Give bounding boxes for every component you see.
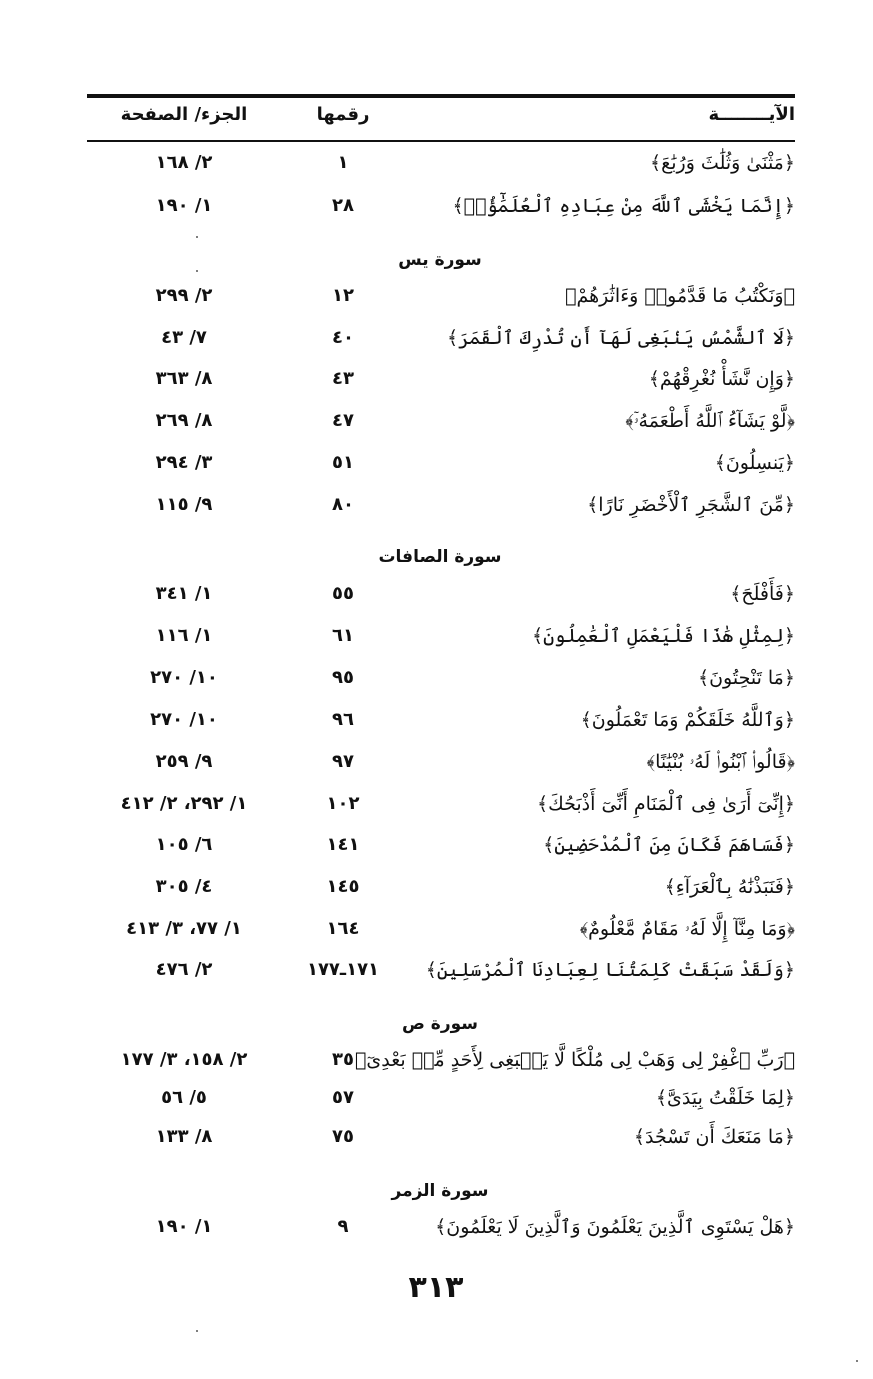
ayah-number: ٩٧: [332, 751, 354, 772]
table-row: [0, 1210, 873, 1244]
juz-page-ref: ٨/ ٣٦٣: [155, 368, 213, 389]
ayah-number: ٩٦: [332, 709, 354, 730]
ayah-text: ﴿وَنَكْتُبُ مَا قَدَّمُوا۟ وَءَاثَٰرَهُمْ﴾: [565, 285, 795, 307]
top-rule: [87, 94, 795, 98]
ayah-text: ﴿مِّنَ ٱلشَّجَرِ ٱلْأَخْضَرِ نَارًا﴾: [587, 494, 795, 516]
juz-page-ref: ١/ ٢٩٢، ٢/ ٤١٢: [120, 793, 248, 814]
surah-heading: سورة ص: [402, 1014, 478, 1034]
table-row: [0, 1120, 873, 1154]
juz-page-ref: ٩/ ٢٥٩: [155, 751, 213, 772]
table-row: [0, 146, 873, 180]
ayah-text: ﴿إِنَّمَا يَخْشَى ٱللَّهَ مِنْ عِبَادِهِ ٱلْعُلَمَٰٓؤُا۟﴾: [452, 195, 795, 217]
ayah-number: ٨٠: [332, 494, 354, 515]
ayah-text: ﴿يَنسِلُونَ﴾: [714, 452, 795, 474]
ayah-text: ﴿رَبِّ ٱغْفِرْ لِى وَهَبْ لِى مُلْكًا لَّا يَنۢبَغِى لِأَحَدٍ مِّنۢ بَعْدِىٓ﴾: [354, 1049, 795, 1071]
table-row: [0, 488, 873, 522]
juz-page-ref: ٩/ ١١٥: [155, 494, 213, 515]
ayah-number: ٥٥: [332, 583, 354, 604]
ayah-text: ﴿هَلْ يَسْتَوِى ٱلَّذِينَ يَعْلَمُونَ وَٱلَّذِينَ لَا يَعْلَمُونَ﴾: [435, 1216, 795, 1238]
table-row: [0, 703, 873, 737]
scan-speck: [856, 1360, 858, 1362]
juz-page-ref: ١/ ٧٧، ٣/ ٤١٣: [126, 918, 242, 939]
table-row: [0, 787, 873, 821]
ayah-text: ﴿لَا ٱلشَّمْسُ يَنۢبَغِى لَهَآ أَن تُدْرِكَ ٱلْقَمَرَ﴾: [447, 327, 795, 349]
table-row: [0, 189, 873, 223]
ayah-number: ٥٧: [332, 1087, 354, 1108]
scan-speck: [196, 270, 198, 272]
juz-page-ref: ٥/ ٥٦: [161, 1087, 207, 1108]
header-ayah: الآيــــــــة: [708, 104, 795, 125]
ayah-number: ٤٧: [332, 410, 354, 431]
table-row: [0, 619, 873, 653]
table-row: [0, 446, 873, 480]
juz-page-ref: ١/ ١١٦: [155, 625, 213, 646]
table-row: [0, 870, 873, 904]
ayah-number: ١٠٢: [326, 793, 360, 814]
juz-page-ref: ٨/ ١٣٣: [155, 1126, 213, 1147]
ayah-number: ٧٥: [332, 1126, 354, 1147]
ayah-text: ﴿وَلَقَدْ سَبَقَتْ كَلِمَتُنَا لِعِبَادِنَا ٱلْمُرْسَلِينَ﴾: [425, 959, 795, 981]
ayah-text: ﴿لِمِثْلِ هَٰذَا فَلْيَعْمَلِ ٱلْعَٰمِلُونَ﴾: [531, 625, 795, 647]
table-row: [0, 279, 873, 313]
header-number: رقمها: [316, 104, 370, 125]
ayah-text: ﴿مَا مَنَعَكَ أَن تَسْجُدَ﴾: [633, 1126, 795, 1148]
ayah-text: ﴿إِنِّىٓ أَرَىٰ فِى ٱلْمَنَامِ أَنِّىٓ أَذْبَحُكَ﴾: [536, 793, 795, 815]
ayah-text: ﴿فَأَفْلَحَ﴾: [730, 583, 795, 605]
table-row: [0, 953, 873, 987]
table-row: [0, 912, 873, 946]
table-row: [0, 404, 873, 438]
ayah-number: ٣٥: [332, 1049, 354, 1070]
table-row: [0, 321, 873, 355]
juz-page-ref: ٢/ ١٥٨، ٣/ ١٧٧: [120, 1049, 248, 1070]
juz-page-ref: ٨/ ٢٦٩: [155, 410, 213, 431]
ayah-text: ﴿لِمَا خَلَقْتُ بِيَدَىَّ﴾: [655, 1087, 795, 1109]
ayah-number: ٩٥: [332, 667, 354, 688]
ayah-text: ﴿مَثْنَىٰ وَثُلَٰثَ وَرُبَٰعَ﴾: [650, 152, 795, 174]
ayah-number: ٩: [337, 1216, 349, 1237]
juz-page-ref: ٧/ ٤٣: [161, 327, 207, 348]
table-row: [0, 661, 873, 695]
juz-page-ref: ١/ ١٩٠: [155, 1216, 213, 1237]
table-row: [0, 362, 873, 396]
surah-heading: سورة يس: [398, 250, 482, 270]
ayah-number: ١٤٥: [326, 876, 360, 897]
ayah-number: ١٧١ـ١٧٧: [306, 959, 380, 980]
table-row: [0, 1081, 873, 1115]
juz-page-ref: ٣/ ٢٩٤: [155, 452, 213, 473]
ayah-text: ﴿وَإِن نَّشَأْ نُغْرِقْهُمْ﴾: [648, 368, 795, 390]
juz-page-ref: ٢/ ١٦٨: [155, 152, 213, 173]
surah-heading: سورة الزمر: [391, 1181, 489, 1201]
table-row: [0, 828, 873, 862]
ayah-text: ﴿فَنَبَذْنَٰهُ بِٱلْعَرَآءِ﴾: [664, 876, 795, 898]
table-row: [0, 745, 873, 779]
ayah-number: ١٦٤: [326, 918, 360, 939]
ayah-number: ٥١: [332, 452, 354, 473]
scan-speck: [196, 236, 198, 238]
table-row: [0, 577, 873, 611]
ayah-text: ﴿وَمَا مِنَّآ إِلَّا لَهُۥ مَقَامٌ مَّعْلُومٌ﴾: [579, 918, 795, 940]
juz-page-ref: ١٠/ ٢٧٠: [150, 667, 218, 688]
juz-page-ref: ٦/ ١٠٥: [155, 834, 213, 855]
ayah-text: ﴿وَٱللَّهُ خَلَقَكُمْ وَمَا تَعْمَلُونَ﴾: [580, 709, 795, 731]
header-juz-page: الجزء/ الصفحة: [120, 104, 248, 125]
table-row: [0, 1043, 873, 1077]
ayah-number: ١: [337, 152, 349, 173]
ayah-text: ﴿لَّوْ يَشَآءُ ٱللَّهُ أَطْعَمَهُۥٓ﴾: [625, 410, 795, 432]
juz-page-ref: ١/ ٣٤١: [155, 583, 213, 604]
juz-page-ref: ١/ ١٩٠: [155, 195, 213, 216]
juz-page-ref: ٤/ ٣٠٥: [155, 876, 213, 897]
ayah-text: ﴿مَا تَنْحِتُونَ﴾: [697, 667, 795, 689]
juz-page-ref: ٢/ ٤٧٦: [155, 959, 213, 980]
juz-page-ref: ١٠/ ٢٧٠: [150, 709, 218, 730]
ayah-number: ٤٣: [332, 368, 354, 389]
ayah-number: ٤٠: [332, 327, 354, 348]
surah-heading: سورة الصافات: [378, 547, 502, 567]
juz-page-ref: ٢/ ٢٩٩: [155, 285, 213, 306]
page-number: ٣١٣: [408, 1270, 464, 1305]
ayah-number: ١٢: [332, 285, 354, 306]
header-rule: [87, 140, 795, 142]
ayah-number: ١٤١: [326, 834, 360, 855]
ayah-number: ٢٨: [332, 195, 354, 216]
ayah-number: ٦١: [332, 625, 354, 646]
scan-speck: [196, 1330, 198, 1332]
ayah-text: ﴿قَالُوا۟ ٱبْنُوا۟ لَهُۥ بُنْيَٰنًا﴾: [646, 751, 795, 773]
ayah-text: ﴿فَسَاهَمَ فَكَانَ مِنَ ٱلْمُدْحَضِينَ﴾: [543, 834, 795, 856]
